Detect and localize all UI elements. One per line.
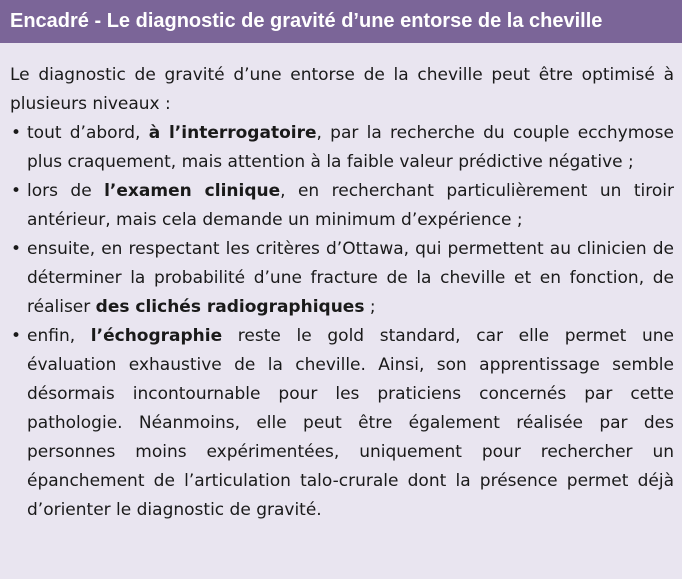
item-text: lors de [27,181,105,201]
item-text: tout d’abord, [27,123,149,143]
item-text: ensuite, en respectant les critères d’Ottawa, qui permettent au clinicien de déterminer la probabilité d’une fracture de la cheville et en fonction, de réaliser [27,239,674,317]
item-keyword: l’examen clinique [104,181,281,201]
bullet: • [11,181,22,201]
item-text: reste le gold standard, car elle permet une évaluation exhaustive de la cheville. Ainsi, son apprentissage semble désormais incontournable pour les praticiens concernés par cette pathologie. Néanmoins, elle peut être également réalisée par des personnes moins expérimentées, uniquement pour rechercher un épanchement de l’articulation talo-crurale dont la présence permet déjà d’orienter le diagnostic de gravité. [27,326,674,520]
list-item [10,235,674,322]
box-header [0,0,682,43]
list-item [10,119,674,177]
box-content [10,61,674,525]
item-keyword: à l’interrogatoire [148,123,317,143]
bullet: • [11,326,22,346]
list-item [10,322,674,525]
intro-text: Le diagnostic de gravité d’une entorse de la cheville peut être optimisé à plusieurs niveaux : [10,65,674,114]
box-title: Encadré - Le diagnostic de gravité d’une entorse de la cheville [10,10,603,32]
bullet: • [11,239,22,259]
bullet: • [11,123,22,143]
list-item [10,177,674,235]
diagnostic-list [10,119,674,525]
item-text: , par la recherche du couple ecchymose plus craquement, mais attention à la faible valeur prédictive négative ; [27,123,674,172]
item-keyword: l’échographie [90,326,223,346]
item-text: , en recherchant particulièrement un tiroir antérieur, mais cela demande un minimum d’expérience ; [27,181,675,230]
item-text: ; [364,297,376,317]
item-keyword: des clichés radiographiques [95,297,365,317]
item-text: enfin, [27,326,91,346]
